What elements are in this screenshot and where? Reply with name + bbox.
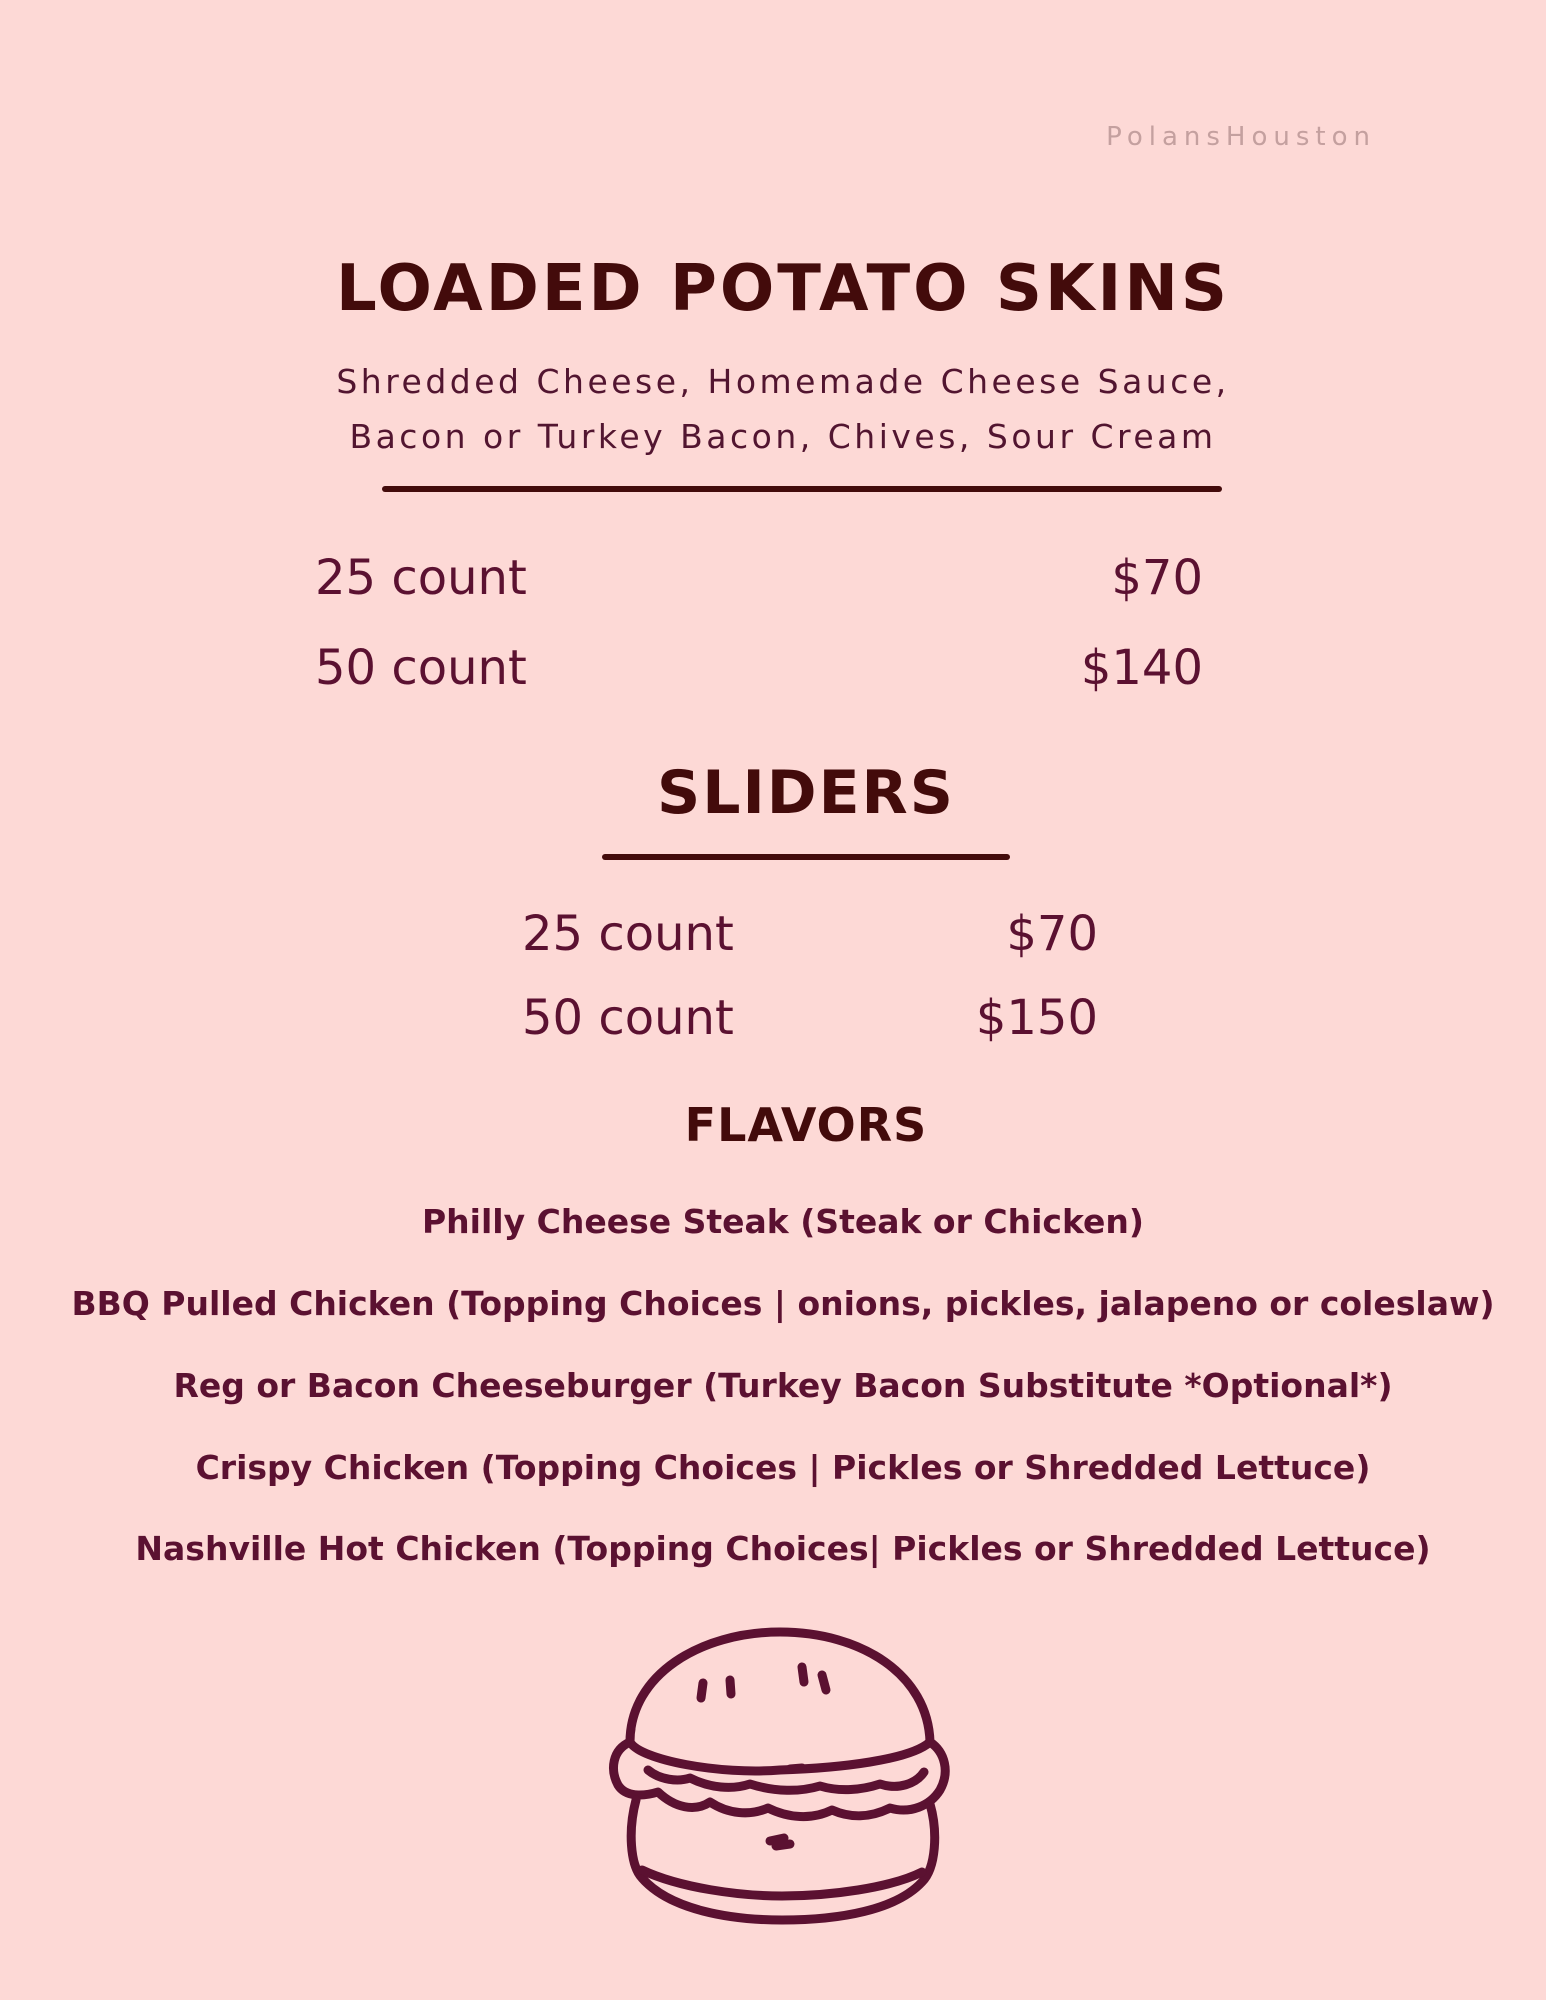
potato-skins-title: LOADED POTATO SKINS [335, 252, 1231, 326]
potato-skins-description-line2: Bacon or Turkey Bacon, Chives, Sour Cream [349, 417, 1217, 456]
price-value: $140 [1080, 640, 1203, 696]
flavor-item: Philly Cheese Steak (Steak or Chicken) [422, 1202, 1144, 1241]
count-label: 25 count [315, 550, 527, 606]
sliders-title: SLIDERS [657, 758, 955, 828]
potato-skins-description-line1: Shredded Cheese, Homemade Cheese Sauce, [336, 362, 1230, 401]
count-label: 50 count [522, 990, 734, 1046]
price-value: $70 [1006, 906, 1098, 962]
flavor-item: Reg or Bacon Cheeseburger (Turkey Bacon Substitute *Optional*) [173, 1366, 1393, 1405]
price-value: $150 [975, 990, 1098, 1046]
count-label: 50 count [315, 640, 527, 696]
brand-name: PolansHouston [1106, 122, 1376, 152]
flavors-title: FLAVORS [684, 1098, 928, 1152]
potato-skins-divider [382, 486, 1222, 492]
sliders-divider [602, 854, 1010, 860]
sliders-price-row [522, 906, 1098, 966]
sliders-price-row [522, 990, 1098, 1050]
flavor-item: Nashville Hot Chicken (Topping Choices| Pickles or Shredded Lettuce) [135, 1529, 1431, 1568]
burger-icon [600, 1620, 960, 1930]
price-value: $70 [1111, 550, 1203, 606]
potato-skins-price-row [315, 550, 1203, 610]
flavor-item: BBQ Pulled Chicken (Topping Choices | onions, pickles, jalapeno or coleslaw) [71, 1284, 1495, 1323]
count-label: 25 count [522, 906, 734, 962]
potato-skins-price-row [315, 640, 1203, 700]
flavor-item: Crispy Chicken (Topping Choices | Pickles or Shredded Lettuce) [195, 1448, 1371, 1487]
